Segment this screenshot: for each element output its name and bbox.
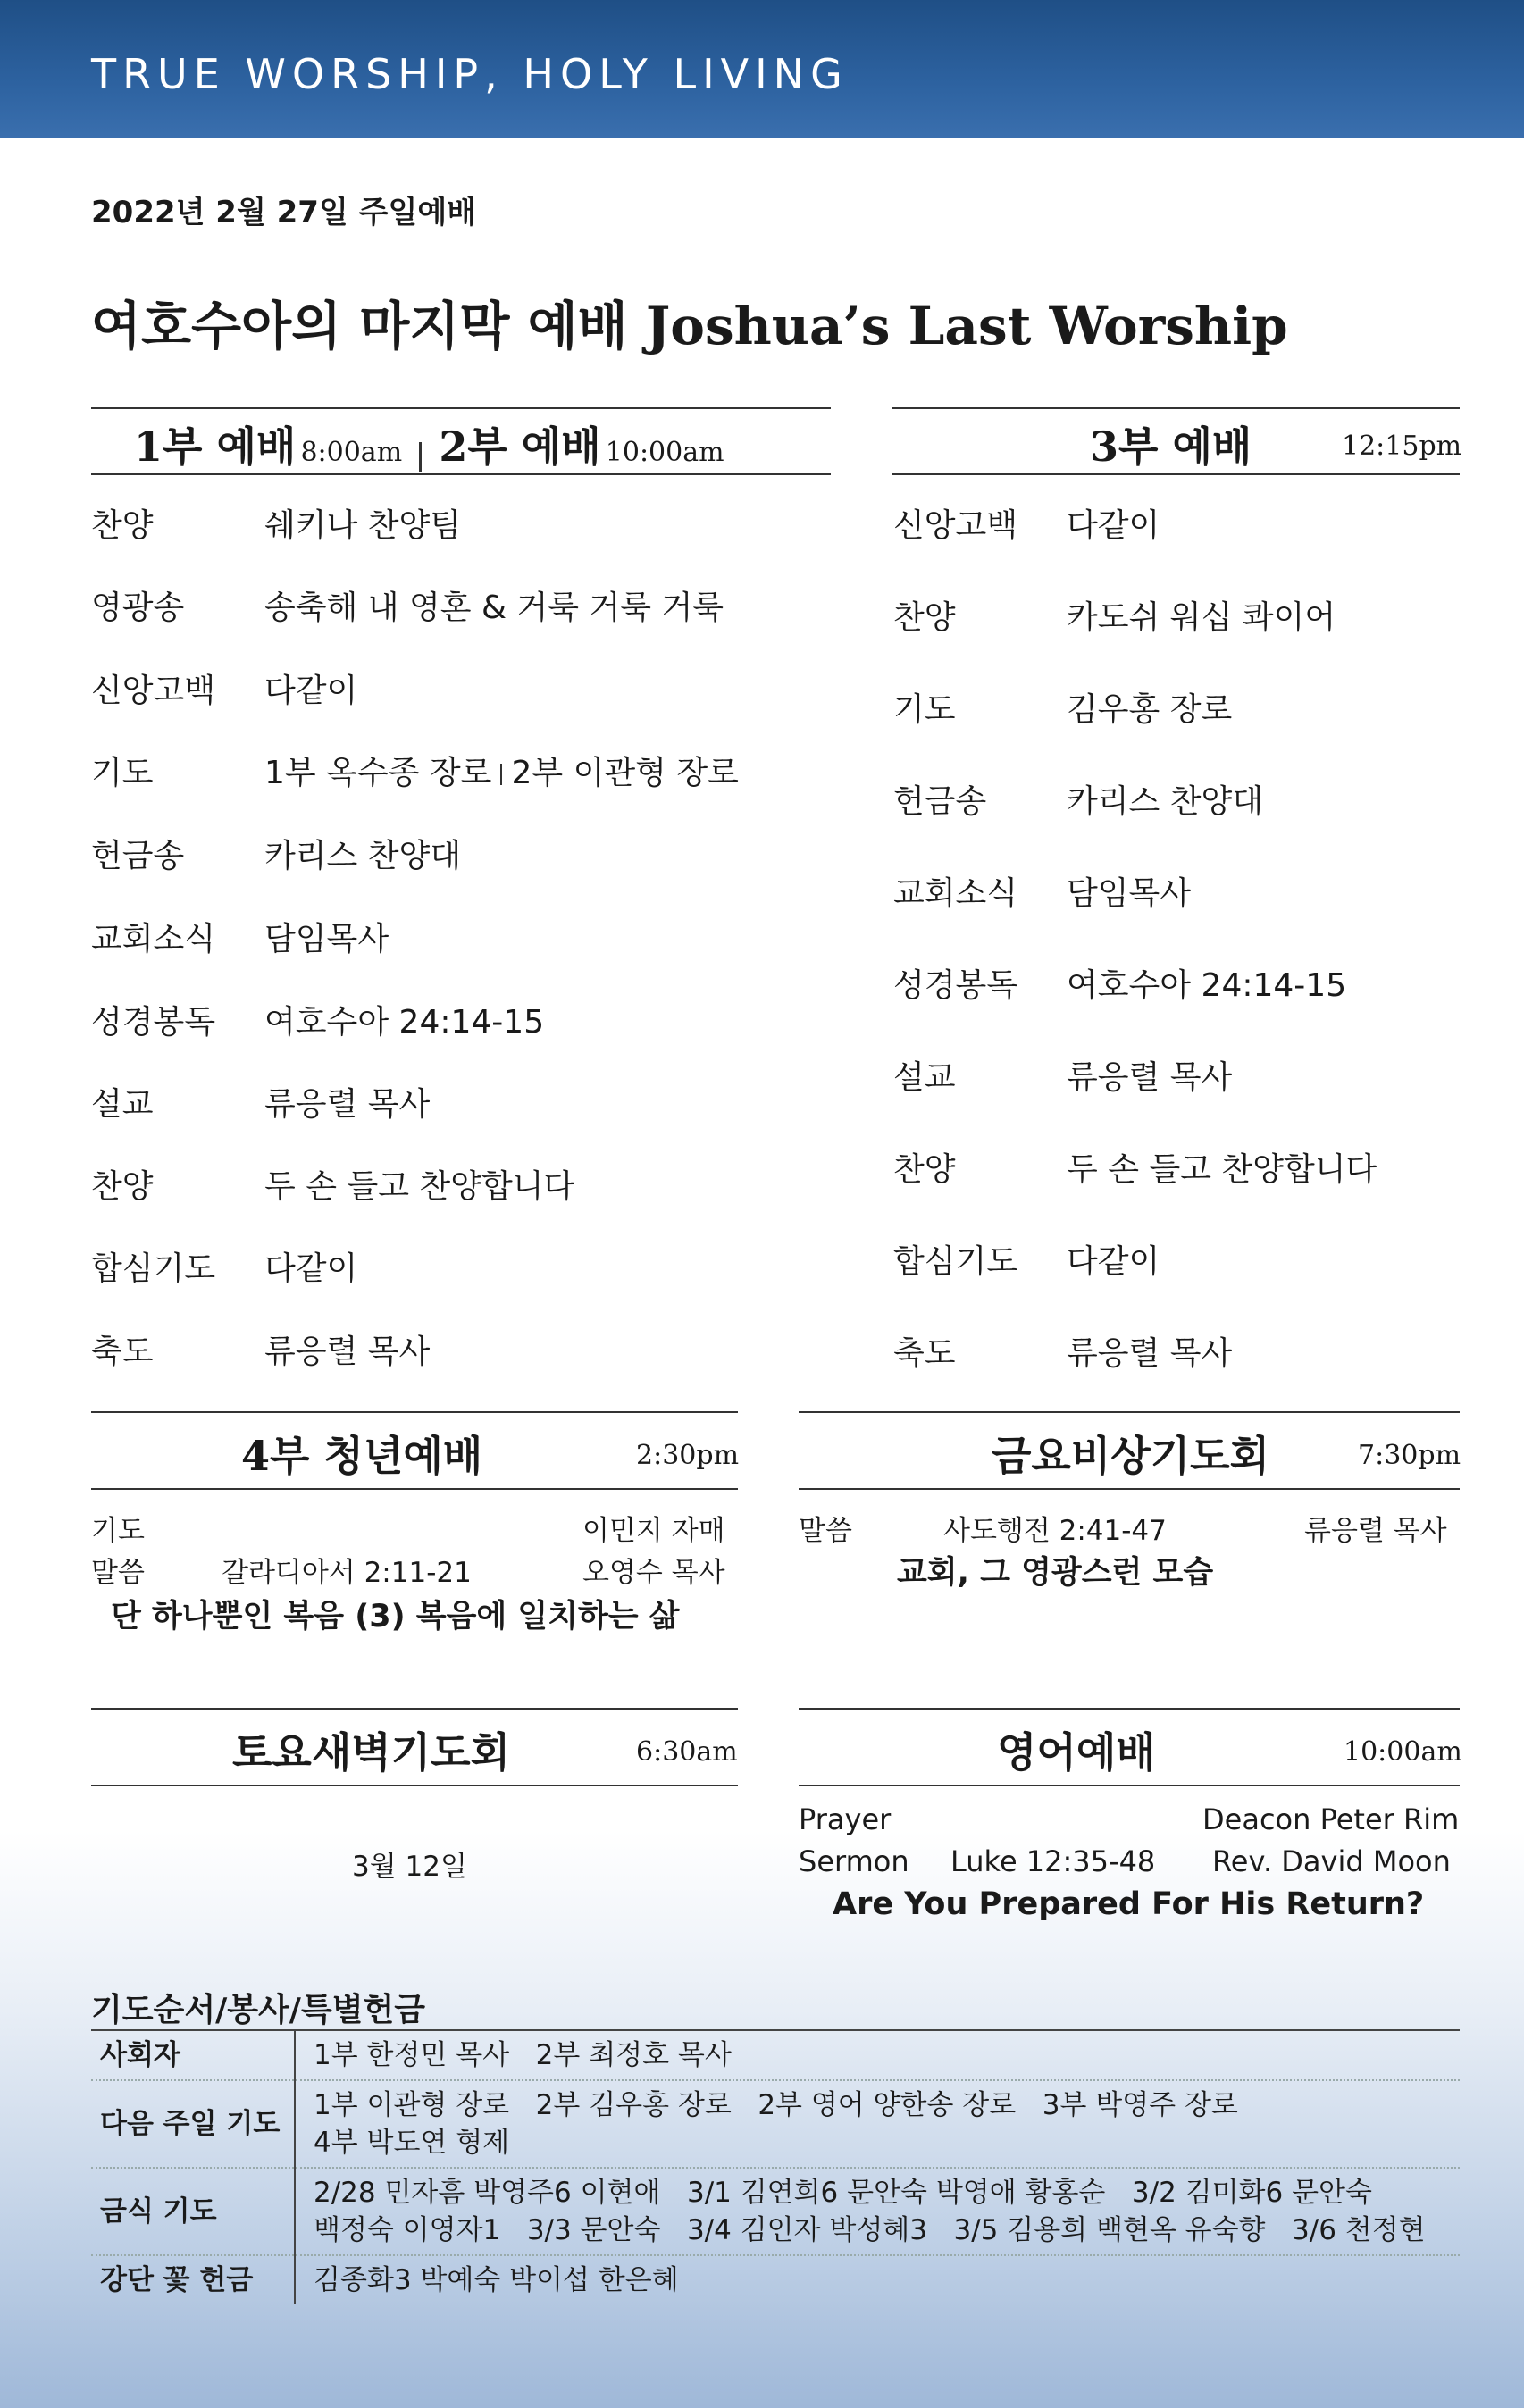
divider (799, 1488, 1460, 1490)
order-value: 두 손 들고 찬양합니다 (264, 1168, 575, 1205)
order-label: 헌금송 (893, 783, 987, 820)
separator (500, 764, 502, 785)
friday-time: 7:30pm (1358, 1440, 1461, 1471)
row-line: 1부 이관형 장로 2부 김우홍 장로 2부 영어 양한송 장로 3부 박영주 장로 (314, 2089, 1238, 2121)
order-label: 교회소식 (91, 921, 216, 957)
order-label: 축도 (893, 1335, 956, 1372)
order-value: 담임목사 (264, 921, 389, 957)
order-value: 카도쉬 워십 콰이어 (1067, 599, 1336, 636)
youth-sermon-title: 단 하나뿐인 복음 (3) 복음에 일치하는 삶 (111, 1599, 680, 1635)
english-prayer-person: Deacon Peter Rim (1202, 1802, 1460, 1836)
table-row (91, 2030, 1460, 2080)
order-value: 다같이 (264, 1250, 358, 1287)
friday-word-label: 말씀 (799, 1515, 852, 1547)
divider (892, 407, 1460, 409)
order-label: 헌금송 (91, 838, 185, 874)
youth-word-label: 말씀 (91, 1557, 145, 1589)
friday-person: 류응렬 목사 (1304, 1515, 1447, 1547)
english-time: 10:00am (1344, 1736, 1462, 1768)
order-value: 다같이 (1067, 1243, 1160, 1280)
order-label: 찬양 (893, 599, 956, 636)
service3-heading: 3부 예배 (1090, 422, 1252, 471)
table-row (91, 2080, 1460, 2168)
order-label: 합심기도 (91, 1250, 216, 1287)
header-banner (0, 0, 1524, 138)
order-label: 교회소식 (893, 875, 1018, 912)
order-value: 카리스 찬양대 (1067, 783, 1264, 820)
english-heading: 영어예배 (997, 1728, 1156, 1777)
order-value: 류응렬 목사 (264, 1086, 431, 1123)
friday-heading: 금요비상기도회 (992, 1432, 1270, 1480)
service2-heading: 2부 예배 (439, 422, 601, 471)
row-line: 2/28 민자흠 박영주6 이현애 3/1 김연희6 문안숙 박영애 황홍순 3/2 김미화6 문안숙 (314, 2177, 1372, 2209)
service1-heading: 1부 예배 (134, 422, 297, 471)
service-date: 2022년 2월 27일 주일예배 (91, 195, 477, 230)
service1-time: 8:00am (300, 437, 403, 468)
youth-word-person: 오영수 목사 (582, 1557, 725, 1589)
order-value: 담임목사 (1067, 875, 1192, 912)
divider (799, 1708, 1460, 1710)
order-value (264, 748, 739, 793)
friday-sermon-title: 교회, 그 영광스런 모습 (897, 1555, 1214, 1591)
friday-passage: 사도행전 2:41-47 (943, 1515, 1167, 1547)
row-line: 김종화3 박예숙 박이섭 한은혜 (314, 2264, 679, 2296)
youth-prayer-person: 이민지 자매 (582, 1515, 725, 1547)
english-sermon-label: Sermon (799, 1844, 909, 1878)
row-value (295, 2080, 1460, 2168)
youth-heading: 4부 청년예배 (241, 1432, 483, 1480)
table-row (91, 2255, 1460, 2304)
saturday-heading: 토요새벽기도회 (232, 1728, 511, 1777)
row-line: 4부 박도연 형제 (314, 2127, 510, 2159)
order-value: 다같이 (264, 673, 358, 709)
youth-prayer-label: 기도 (91, 1515, 145, 1547)
prayer-order-title: 기도순서/봉사/특별헌금 (91, 1992, 426, 2028)
order-value: 여호수아 24:14-15 (1067, 967, 1347, 1004)
separator (419, 442, 422, 472)
row-value (295, 2255, 1460, 2304)
divider (91, 1785, 738, 1786)
table-row (91, 2168, 1460, 2255)
order-value: 두 손 들고 찬양합니다 (1067, 1151, 1377, 1188)
english-preacher: Rev. David Moon (1212, 1844, 1451, 1878)
order-label: 설교 (91, 1086, 154, 1123)
sermon-main-title: 여호수아의 마지막 예배 Joshua’s Last Worship (91, 296, 1288, 356)
order-value: 류응렬 목사 (264, 1334, 431, 1370)
english-passage: Luke 12:35-48 (950, 1844, 1156, 1878)
order-value: 여호수아 24:14-15 (264, 1004, 545, 1041)
saturday-time: 6:30am (636, 1736, 738, 1768)
order-label: 기도 (91, 755, 154, 791)
order-label: 신앙고백 (91, 673, 216, 709)
order-label: 찬양 (91, 1168, 154, 1205)
youth-word-passage: 갈라디아서 2:11-21 (222, 1557, 472, 1589)
order-label: 합심기도 (893, 1243, 1018, 1280)
divider (91, 407, 831, 409)
divider (91, 1488, 738, 1490)
order-label: 찬양 (893, 1151, 956, 1188)
services12-header (134, 414, 724, 473)
order-label: 기도 (893, 691, 956, 728)
order-value: 류응렬 목사 (1067, 1059, 1233, 1096)
prayer-first: 1부 옥수종 장로 (264, 755, 492, 791)
divider (892, 473, 1460, 475)
english-prayer-label: Prayer (799, 1802, 892, 1836)
order-value: 다같이 (1067, 507, 1160, 544)
row-label: 사회자 (91, 2030, 295, 2080)
order-value: 쉐키나 찬양팀 (264, 507, 462, 544)
divider (91, 1411, 738, 1413)
order-label: 성경봉독 (893, 967, 1018, 1004)
banner-title: TRUE WORSHIP, HOLY LIVING (91, 50, 849, 98)
order-label: 축도 (91, 1334, 154, 1370)
order-label: 찬양 (91, 507, 154, 544)
prayer-second: 2부 이관형 장로 (511, 755, 739, 791)
row-label: 강단 꽃 헌금 (91, 2255, 295, 2304)
order-value: 카리스 찬양대 (264, 838, 462, 874)
order-value: 송축해 내 영혼 & 거룩 거룩 거룩 (264, 589, 724, 626)
english-sermon-title: Are You Prepared For His Return? (833, 1886, 1425, 1922)
order-value: 김우홍 장로 (1067, 691, 1233, 728)
prayer-order-table (91, 2029, 1460, 2304)
divider (799, 1785, 1460, 1786)
order-label: 영광송 (91, 589, 185, 626)
youth-time: 2:30pm (636, 1440, 740, 1471)
divider (91, 473, 831, 475)
row-label: 금식 기도 (91, 2168, 295, 2255)
order-label: 성경봉독 (91, 1004, 216, 1041)
order-label: 설교 (893, 1059, 956, 1096)
order-value: 류응렬 목사 (1067, 1335, 1233, 1372)
row-value (295, 2030, 1460, 2080)
divider (91, 1708, 738, 1710)
row-value (295, 2168, 1460, 2255)
divider (799, 1411, 1460, 1413)
row-line: 백정숙 이영자1 3/3 문안숙 3/4 김인자 박성혜3 3/5 김용희 백현옥 유숙향 3/6 천정현 (314, 2214, 1426, 2246)
service2-time: 10:00am (605, 437, 724, 468)
row-label: 다음 주일 기도 (91, 2080, 295, 2168)
order-label: 신앙고백 (893, 507, 1018, 544)
saturday-note: 3월 12일 (352, 1851, 467, 1883)
row-line: 1부 한정민 목사 2부 최정호 목사 (314, 2039, 732, 2071)
service3-time: 12:15pm (1342, 431, 1462, 462)
